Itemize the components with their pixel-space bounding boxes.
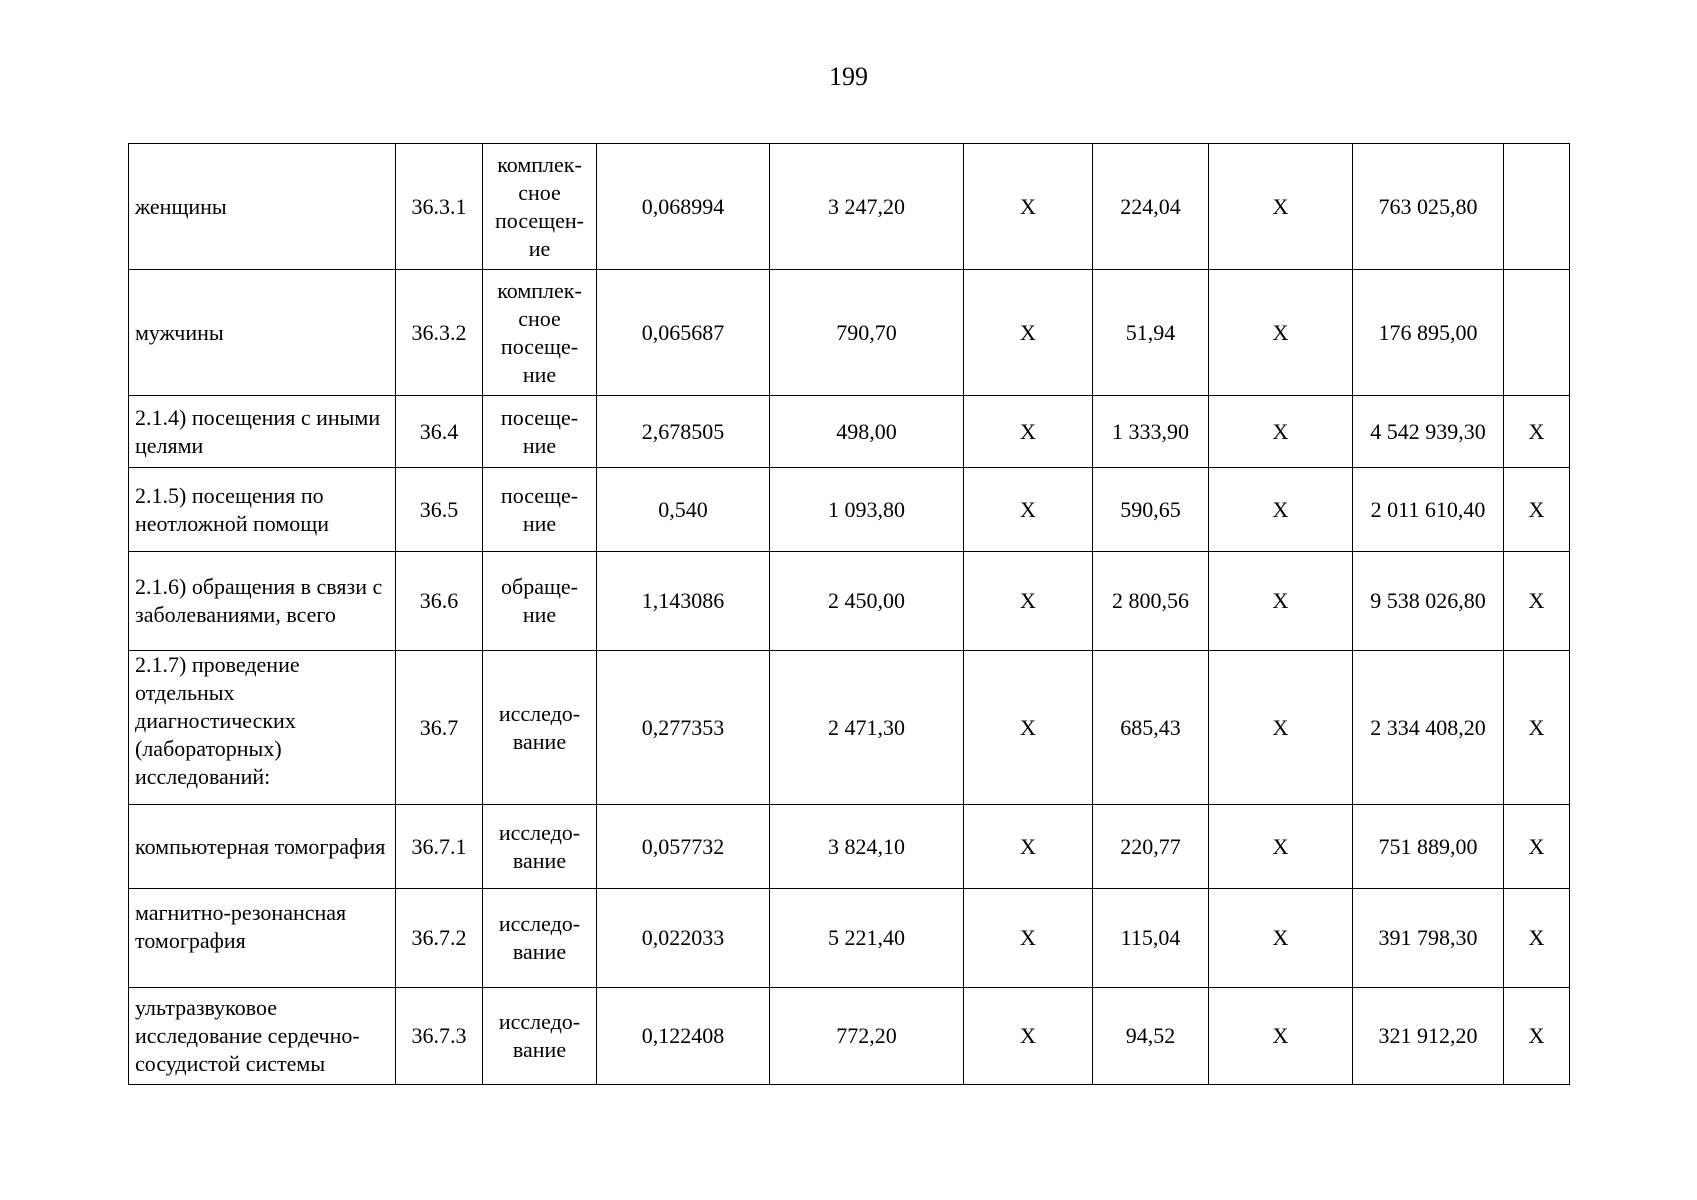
- row-per-capita-cell: 224,04: [1093, 144, 1209, 270]
- row-total-cell: 751 889,00: [1353, 805, 1504, 889]
- row-total-cell: 2 011 610,40: [1353, 468, 1504, 552]
- row-cost-cell: 498,00: [770, 396, 964, 468]
- row-total-cell: 391 798,30: [1353, 889, 1504, 988]
- row-norm-cell: 0,065687: [597, 270, 770, 396]
- row-last-cell: Х: [1504, 805, 1570, 889]
- row-cost-cell: 2 450,00: [770, 552, 964, 651]
- row-x-cell: Х: [964, 144, 1093, 270]
- row-norm-cell: 0,277353: [597, 651, 770, 805]
- row-x-cell: Х: [964, 468, 1093, 552]
- unit-line: посеще-: [500, 333, 579, 359]
- row-name-cell: магнитно-резонансная томография: [129, 889, 396, 988]
- unit-line: сное: [518, 305, 561, 331]
- row-cost-cell: 3 247,20: [770, 144, 964, 270]
- row-unit-cell: [483, 396, 597, 468]
- row-total-cell: 176 895,00: [1353, 270, 1504, 396]
- unit-line: сное: [518, 179, 561, 205]
- row-total-cell: 763 025,80: [1353, 144, 1504, 270]
- row-total-cell: 9 538 026,80: [1353, 552, 1504, 651]
- row-last-cell: Х: [1504, 651, 1570, 805]
- row-per-capita-cell: 2 800,56: [1093, 552, 1209, 651]
- row-unit-cell: [483, 651, 597, 805]
- row-x-cell: Х: [964, 988, 1093, 1085]
- row-x-cell: Х: [1209, 988, 1353, 1085]
- row-per-capita-cell: 685,43: [1093, 651, 1209, 805]
- page-number: 199: [829, 62, 868, 91]
- table-row: [129, 889, 1570, 988]
- row-x-cell: Х: [1209, 270, 1353, 396]
- row-unit-cell: [483, 889, 597, 988]
- row-last-cell: [1504, 270, 1570, 396]
- row-last-cell: [1504, 144, 1570, 270]
- row-per-capita-cell: 590,65: [1093, 468, 1209, 552]
- row-x-cell: Х: [1209, 144, 1353, 270]
- row-cost-cell: 790,70: [770, 270, 964, 396]
- row-x-cell: Х: [964, 270, 1093, 396]
- row-code-cell: 36.7.3: [396, 988, 483, 1085]
- row-x-cell: Х: [1209, 889, 1353, 988]
- row-total-cell: 321 912,20: [1353, 988, 1504, 1085]
- row-last-cell: Х: [1504, 468, 1570, 552]
- row-name-cell: 2.1.5) посещения по неотложной помощи: [129, 468, 396, 552]
- unit-line: вание: [512, 847, 567, 873]
- table-row: [129, 651, 1570, 805]
- row-name-cell: 2.1.4) посещения с иными целями: [129, 396, 396, 468]
- unit-line: ние: [522, 602, 557, 627]
- row-name-cell: 2.1.6) обращения в связи с заболеваниями, всего: [129, 552, 396, 651]
- unit-line: ние: [522, 432, 557, 458]
- row-norm-cell: 0,022033: [597, 889, 770, 988]
- row-cost-cell: 2 471,30: [770, 651, 964, 805]
- row-x-cell: Х: [1209, 468, 1353, 552]
- unit-line: исследо-: [498, 911, 581, 936]
- row-unit-cell: [483, 988, 597, 1085]
- row-norm-cell: 0,057732: [597, 805, 770, 889]
- unit-line: исследо-: [498, 1009, 581, 1034]
- row-last-cell: Х: [1504, 889, 1570, 988]
- row-unit-cell: [483, 552, 597, 651]
- row-last-cell: Х: [1504, 988, 1570, 1085]
- row-cost-cell: 1 093,80: [770, 468, 964, 552]
- unit-line: обраще-: [501, 574, 578, 599]
- unit-line: комплек-: [497, 277, 582, 303]
- unit-line: вание: [512, 728, 567, 754]
- row-name-cell: ультразвуковое исследование сердечно-сосудистой системы: [129, 988, 396, 1085]
- row-code-cell: 36.6: [396, 552, 483, 651]
- unit-line: исследо-: [498, 700, 581, 726]
- row-last-cell: Х: [1504, 552, 1570, 651]
- row-cost-cell: 772,20: [770, 988, 964, 1085]
- row-per-capita-cell: 51,94: [1093, 270, 1209, 396]
- row-code-cell: 36.7: [396, 651, 483, 805]
- row-code-cell: 36.4: [396, 396, 483, 468]
- row-x-cell: Х: [964, 889, 1093, 988]
- row-per-capita-cell: 94,52: [1093, 988, 1209, 1085]
- row-x-cell: Х: [1209, 805, 1353, 889]
- row-cost-cell: 5 221,40: [770, 889, 964, 988]
- row-name-cell: мужчины: [129, 270, 396, 396]
- row-name-cell: 2.1.7) проведение отдельных диагностических (лабораторных) исследований:: [129, 651, 396, 805]
- row-norm-cell: 2,678505: [597, 396, 770, 468]
- row-unit-cell: [483, 270, 597, 396]
- row-code-cell: 36.7.1: [396, 805, 483, 889]
- financing-table: [128, 143, 1570, 1085]
- row-last-cell: Х: [1504, 396, 1570, 468]
- row-unit-cell: [483, 468, 597, 552]
- table-row: [129, 270, 1570, 396]
- row-norm-cell: 0,540: [597, 468, 770, 552]
- table-row: [129, 468, 1570, 552]
- row-x-cell: Х: [964, 396, 1093, 468]
- row-total-cell: 4 542 939,30: [1353, 396, 1504, 468]
- row-per-capita-cell: 115,04: [1093, 889, 1209, 988]
- row-x-cell: Х: [1209, 552, 1353, 651]
- unit-line: ие: [528, 235, 551, 261]
- row-norm-cell: 0,122408: [597, 988, 770, 1085]
- row-x-cell: Х: [1209, 651, 1353, 805]
- row-per-capita-cell: 1 333,90: [1093, 396, 1209, 468]
- row-code-cell: 36.3.1: [396, 144, 483, 270]
- unit-line: исследо-: [498, 819, 581, 845]
- unit-line: посеще-: [500, 404, 579, 430]
- table-row: [129, 396, 1570, 468]
- row-unit-cell: [483, 805, 597, 889]
- row-name-cell: компьютерная томография: [129, 805, 396, 889]
- row-per-capita-cell: 220,77: [1093, 805, 1209, 889]
- row-norm-cell: 0,068994: [597, 144, 770, 270]
- row-norm-cell: 1,143086: [597, 552, 770, 651]
- unit-line: комплек-: [497, 151, 582, 177]
- row-name-cell: женщины: [129, 144, 396, 270]
- row-cost-cell: 3 824,10: [770, 805, 964, 889]
- row-unit-cell: [483, 144, 597, 270]
- row-total-cell: 2 334 408,20: [1353, 651, 1504, 805]
- table-row: [129, 988, 1570, 1085]
- table-row: [129, 144, 1570, 270]
- row-x-cell: Х: [964, 805, 1093, 889]
- unit-line: посещен-: [495, 207, 584, 233]
- table-row: [129, 805, 1570, 889]
- unit-line: вание: [512, 1037, 567, 1062]
- table-row: [129, 552, 1570, 651]
- row-code-cell: 36.3.2: [396, 270, 483, 396]
- unit-line: посеще-: [500, 482, 579, 508]
- row-x-cell: Х: [1209, 396, 1353, 468]
- unit-line: вание: [512, 939, 567, 964]
- row-code-cell: 36.5: [396, 468, 483, 552]
- unit-line: ние: [522, 361, 557, 387]
- row-x-cell: Х: [964, 552, 1093, 651]
- row-code-cell: 36.7.2: [396, 889, 483, 988]
- row-x-cell: Х: [964, 651, 1093, 805]
- unit-line: ние: [522, 510, 557, 536]
